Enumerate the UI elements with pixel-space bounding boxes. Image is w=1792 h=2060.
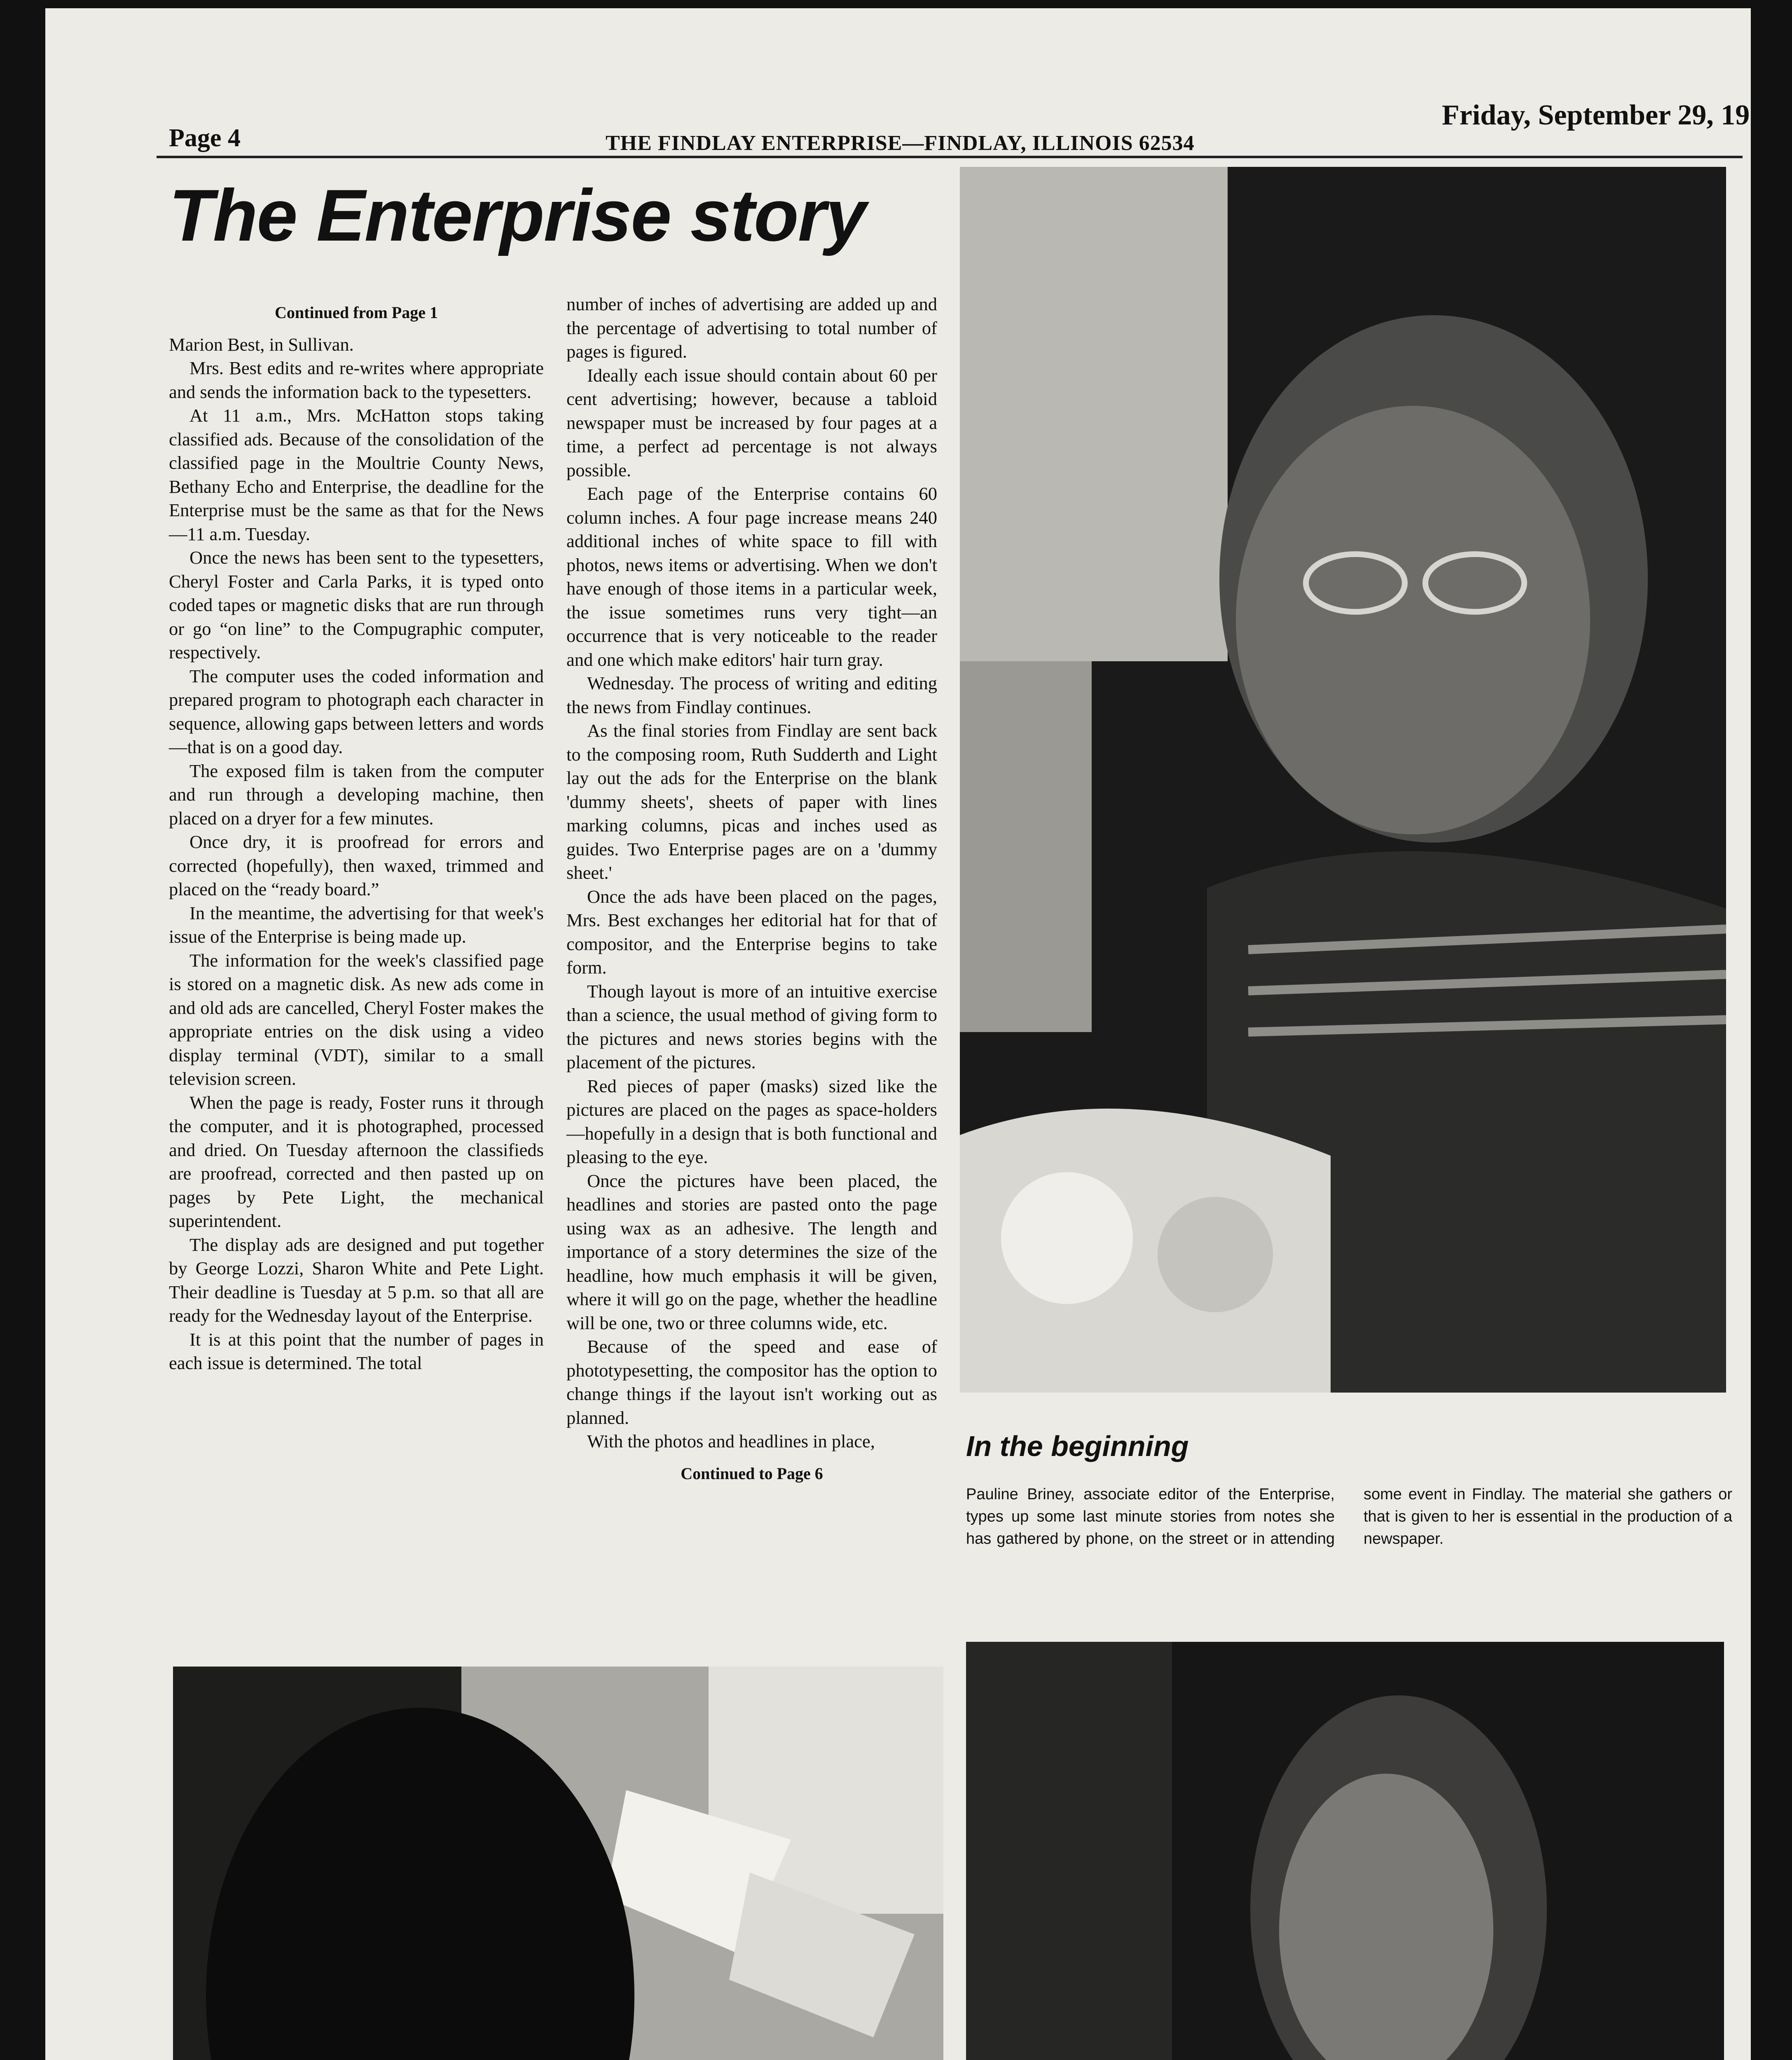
- page-number: Page 4: [169, 124, 241, 152]
- paragraph: Once the news has been sent to the typesetters, Cheryl Foster and Carla Parks, it is typed onto coded tapes or magnetic disks that are run through or go “on line” to the Compugraphic computer, respectively.: [169, 547, 544, 662]
- masthead: THE FINDLAY ENTERPRISE—FINDLAY, ILLINOIS 62534: [606, 131, 1195, 155]
- continued-to: Continued to Page 6: [681, 1464, 823, 1483]
- article-column-1: [169, 301, 544, 1640]
- paragraph: When the page is ready, Foster runs it through the computer, and it is photographed, processed and dried. On Tuesday afternoon the classifieds are proofread, corrected and then pasted up on pages by Pete Light, the mechanical superintendent.: [169, 1092, 544, 1231]
- paragraph: The exposed film is taken from the computer and run through a developing machine, then placed on a dryer for a few minutes.: [169, 760, 544, 829]
- continued-from: Continued from Page 1: [275, 303, 438, 322]
- paragraph: In the meantime, the advertising for that week's issue of the Enterprise is being made up.: [169, 902, 544, 947]
- paragraph: number of inches of advertising are added up and the percentage of advertising to total number of pages is figured.: [566, 294, 937, 362]
- paragraph: Once the pictures have been placed, the headlines and stories are pasted onto the page using wax as an adhesive. The length and importance of a story determines the size of the headline, how much emphasis it will be given, where it will go on the page, whether the headline will be one, two or three columns wide, etc.: [566, 1170, 937, 1333]
- article-column-2: [566, 293, 937, 1636]
- photo-carolyn-mchatton: [173, 1667, 943, 2060]
- paragraph: With the photos and headlines in place,: [587, 1431, 875, 1451]
- paragraph: Though layout is more of an intuitive exercise than a science, the usual method of giving form to the pictures and news stories begins with the placement of the pictures.: [566, 981, 937, 1072]
- caption-title-in-the-beginning: In the beginning: [966, 1430, 1189, 1462]
- article-headline: The Enterprise story: [169, 174, 866, 256]
- paragraph: Once the ads have been placed on the pages, Mrs. Best exchanges her editorial hat for that of compositor, and the Enterprise begins to take form.: [566, 886, 937, 978]
- paragraph: As the final stories from Findlay are sent back to the composing room, Ruth Sudderth and Light lay out the ads for the Enterprise on the blank 'dummy sheets', sheets of paper with lines marking columns, picas and inches used as guides. Two Enterprise pages are on a 'dummy sheet.': [566, 720, 937, 883]
- paragraph: Ideally each issue should contain about 60 per cent advertising; however, because a tabloid newspaper must be increased by four pages at a time, a perfect ad percentage is not always possible.: [566, 365, 937, 480]
- paragraph: The display ads are designed and put together by George Lozzi, Sharon White and Pete Light. Their deadline is Tuesday at 5 p.m. so that all are ready for the Wednesday layout of the Enterprise.: [169, 1234, 544, 1326]
- paragraph: Because of the speed and ease of phototypesetting, the compositor has the option to change things if the layout isn't working out as planned.: [566, 1336, 937, 1428]
- photo-pauline-briney: [960, 167, 1726, 1393]
- issue-date: Friday, September 29, 1978: [1442, 99, 1779, 131]
- paragraph: Red pieces of paper (masks) sized like the pictures are placed on the pages as space-holders—hopefully in a design that is both functional and pleasing to the eye.: [566, 1075, 937, 1167]
- paragraph: Each page of the Enterprise contains 60 column inches. A four page increase means 240 additional inches of white space to fill with photos, news items or advertising. When we don't have enough of those items in a particular week, the issue sometimes runs very tight—an occurrence that is very noticeable to the reader and one which make editors' hair turn gray.: [566, 483, 937, 670]
- paragraph: Marion Best, in Sullivan.: [169, 334, 354, 355]
- caption-pauline-briney: Pauline Briney, associate editor of the Enterprise, types up some last minute stories from notes she has gathered by phone, on the street or in attending some event in Findlay. The material she gathers or that is given to her is essential in the production of a newspaper.: [966, 1486, 1732, 1547]
- paragraph: The information for the week's classified page is stored on a magnetic disk. As new ads come in and old ads are cancelled, Cheryl Foster makes the appropriate entries on the disk using a video display terminal (VDT), similar to a small television screen.: [169, 950, 544, 1089]
- header-rule: [157, 156, 1743, 158]
- paragraph: Once dry, it is proofread for errors and corrected (hopefully), then waxed, trimmed and placed on the “ready board.”: [169, 831, 544, 899]
- paragraph: It is at this point that the number of pages in each issue is determined. The total: [169, 1329, 544, 1373]
- photo-george-lozzi: [966, 1642, 1724, 2060]
- paragraph: Mrs. Best edits and re-writes where appropriate and sends the information back to the typesetters.: [169, 358, 544, 402]
- paragraph: The computer uses the coded information and prepared program to photograph each character in sequence, allowing gaps between letters and words—that is on a good day.: [169, 665, 544, 757]
- paragraph: At 11 a.m., Mrs. McHatton stops taking classified ads. Because of the consolidation of the classified page in the Moultrie County News, Bethany Echo and Enterprise, the deadline for the Enterprise must be the same as that for the News—11 a.m. Tuesday.: [169, 405, 544, 544]
- paragraph: Wednesday. The process of writing and editing the news from Findlay continues.: [566, 673, 937, 717]
